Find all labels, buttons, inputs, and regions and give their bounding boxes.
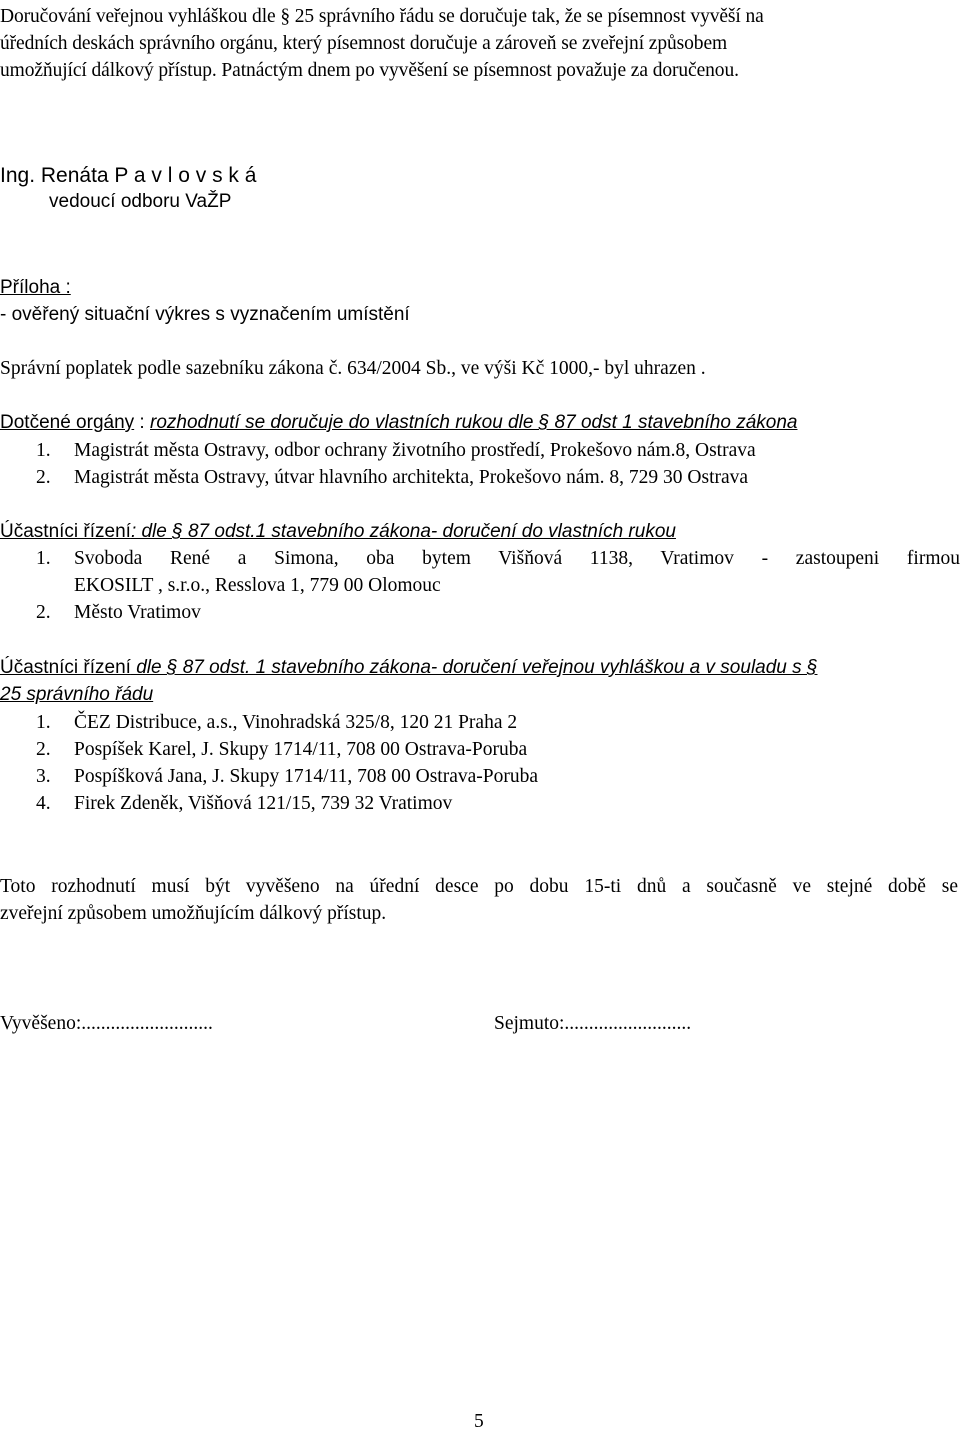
authority-text: Magistrát města Ostravy, útvar hlavního architekta, Prokešovo nám. 8, 729 30 Ostrava (74, 467, 749, 488)
posting-note-line-2: zveřejní způsobem umožňujícím dálkový přístup. (0, 903, 387, 924)
authorities-note: rozhodnutí se doručuje do vlastních rukou dle § 87 odst 1 stavebního zákona (150, 412, 798, 433)
participants-public-note-continued: 25 správního řádu (0, 684, 154, 705)
authorities-separator: : (134, 412, 150, 433)
participants-public-note: dle § 87 odst. 1 stavebního zákona- doručení veřejnou vyhláškou a v souladu s § (130, 657, 818, 678)
participant-text: Pospíšek Karel, J. Skupy 1714/11, 708 00 Ostrava-Poruba (74, 739, 528, 760)
page-number: 5 (474, 1411, 484, 1432)
participant-num: 3. (36, 766, 51, 787)
intro-line-1: Doručování veřejnou vyhláškou dle § 25 správního řádu se doručuje tak, že se písemnost vyvěší na (0, 6, 764, 27)
participant-num: 2. (36, 739, 51, 760)
participants-public-header (0, 657, 818, 679)
participants-direct-heading: Účastníci řízení (0, 521, 131, 542)
attachment-heading: Příloha : (0, 277, 71, 298)
authority-num: 1. (36, 440, 51, 461)
participant-text-continued: EKOSILT , s.r.o., Resslova 1, 779 00 Olomouc (74, 575, 441, 596)
participant-num: 1. (36, 548, 51, 569)
authority-text: Magistrát města Ostravy, odbor ochrany životního prostředí, Prokešovo nám.8, Ostrava (74, 440, 756, 461)
participant-text: ČEZ Distribuce, a.s., Vinohradská 325/8, 120 21 Praha 2 (74, 712, 518, 733)
intro-line-3: umožňující dálkový přístup. Patnáctým dnem po vyvěšení se písemnost považuje za doručenou. (0, 60, 739, 81)
participant-num: 1. (36, 712, 51, 733)
authorities-header (0, 412, 797, 434)
removed-field: Sejmuto:.......................... (494, 1013, 692, 1034)
attachment-item: - ověřený situační výkres s vyznačením umístění (0, 304, 410, 325)
participant-text: Město Vratimov (74, 602, 201, 623)
participant-text: Pospíšková Jana, J. Skupy 1714/11, 708 00 Ostrava-Poruba (74, 766, 539, 787)
authorities-heading: Dotčené orgány (0, 412, 135, 433)
intro-line-2: úředních deskách správního orgánu, který písemnost doručuje a zároveň se zveřejní způsobem (0, 33, 728, 54)
participant-num: 2. (36, 602, 51, 623)
participant-text: Svoboda René a Simona, oba bytem Višňová 1138, Vratimov - zastoupeni firmou (74, 548, 960, 569)
participants-public-heading: Účastníci řízení (0, 657, 131, 678)
participant-text: Firek Zdeněk, Višňová 121/15, 739 32 Vratimov (74, 793, 453, 814)
participants-direct-note: : dle § 87 odst.1 stavebního zákona- doručení do vlastních rukou (130, 521, 676, 542)
posted-field: Vyvěšeno:........................... (0, 1013, 213, 1034)
participants-direct-header (0, 521, 676, 543)
authority-num: 2. (36, 467, 51, 488)
signatory-title: vedoucí odboru VaŽP (49, 191, 232, 212)
participant-num: 4. (36, 793, 51, 814)
fee-note: Správní poplatek podle sazebníku zákona č. 634/2004 Sb., ve výši Kč 1000,- byl uhrazen . (0, 358, 706, 379)
signatory-name: Ing. Renáta P a v l o v s k á (0, 164, 257, 187)
posting-note-line-1: Toto rozhodnutí musí být vyvěšeno na úřední desce po dobu 15-ti dnů a současně ve stejné době se (0, 876, 958, 897)
